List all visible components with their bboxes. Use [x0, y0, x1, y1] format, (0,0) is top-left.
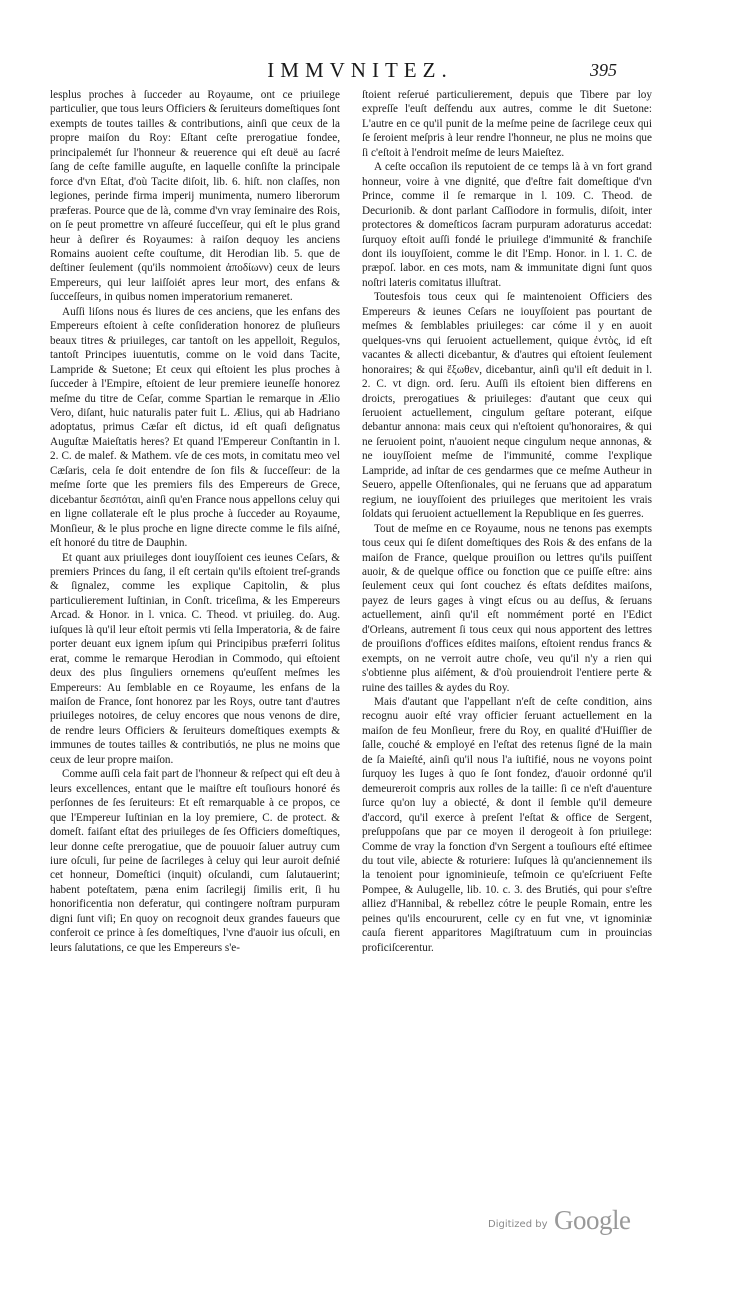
- paragraph: Toutesfois tous ceux qui ſe maintenoient Officiers des Empereurs & ieunes Ceſars ne iouyſſoient pas pourtant de meſmes & ſemblables priuileges: car cóme il y en auoit quelques-vns qui ſeruoient actuellement, quique ἐντὸς, id eſt vacantes & allecti dicebantur, & d'autres qui eſtoient ſeulement honoraires; & qui ἔξωθεν, dicebantur, ainſi qu'il eſt deduit in l. 2. C. vt dign. ord. ſeru. Auſſi ils eſtoient bien differens en droicts, prerogatiues & priuileges: d'autant que ceux qui ſeruoient actuellement, cingulum geſtare poterant, eiſque debantur annona: mais ceux qui n'eſtoient qu'honoraires, & qui ne ſeruoient point, n'auoient neque cingulum neque annonas, & ne iouyſſoient meſme de l'immunité, comme l'explique Lampride, ad inſtar de ces gendarmes que ce meſme Autheur in Seuero, appelle Oſtenſionales, qui ne ſeruans que ad apparatum regium, ne iouyſſoient des priuileges que meritoient les vrais ſoldats qui ſeruoient actuellement la Republique en ſes guerres.: [362, 291, 652, 521]
- paragraph: Mais d'autant que l'appellant n'eſt de ceſte condition, ains recognu auoir eſté vray officier ſeruant actuellement en la maiſon de feu Monſieur, frere du Roy, en qualité d'Huiſſier de ſalle, couché & employé en l'eſtat des retenus ſigné de la main de ſa Maieſté, ainſi qu'il nous l'a iuſtifié, nous ne voyons point ſurquoy les Iuges à quo ſe ſont fondez, d'auoir ordonné qu'il demeureroit compris aux rolles de la taille: ſi ce n'eſt d'auenture ſurce qu'on luy a obiecté, & dont il ſemble qu'il demeure d'accord, qu'il exerce à preſent l'eſtat & office de Sergent, preſuppoſans que par ce moyen il derogeoit à ſon priuilege: Comme de vray la fonction d'vn Sergent a touſiours eſté eſtimee du tout vile, abiecte & roturiere: Iuſques là qu'anciennement ils la tenoient pour ignominieuſe, teſmoin ce qu'eſcriuent Feſte Pompee, & Aulugelle, lib. 10. c. 3. des Brutiés, qui pour s'eſtre alliez d'Hannibal, & rebellez cótre le peuple Romain, entre les peines qu'ils encoururent, celle cy en fut vne, vt ignominiæ cauſa fierent apparitores Magiſtratuum cum in prouincias proficiſcerentur.: [362, 696, 652, 954]
- right-column: [362, 88, 652, 1208]
- paragraph: Et quant aux priuileges dont iouyſſoient ces ieunes Ceſars, & premiers Princes du ſang, il eſt certain qu'ils eſtoient treſ-grands & ſignalez, comme les explique Capitolin, & plus particulierement Iuſtinian, in Conſt. triceſima, & les Empereurs Arcad. & Honor. in l. vnica. C. Theod. vt priuileg. do. Aug. iuſques là qu'il leur eſtoit permis vti ſella Imperatoria, & de faire porter deuant eux ignem ipſum qui Principibus præferri ſolitus erat, comme le remarque Herodian in Commodo, qui eſtoient deux des plus ſinguliers ornemens qu'euſſent meſmes les Empereurs: Au ſemblable en ce Royaume, les enfans de la maiſon de France, ſont honorez par les Roys, outre tant d'autres priuileges notoires, de celuy encores que nous venons de dire, de rendre leurs Officiers & ſeruiteurs domeſtiques exempts & immunes de toutes tailles & contributiós, ne plus ne moins que ceux de leur propre maiſon.: [50, 551, 340, 766]
- left-column: [50, 88, 340, 1208]
- paragraph: A ceſte occaſion ils reputoient de ce temps là à vn fort grand honneur, voire à vne dignité, que d'eſtre fait domeſtique d'vn Prince, comme il ſe remarque in l. 109. C. Theod. de Decurionib. & dont parlant Caſſiodore in formulis, diſoit, inter protectores & domeſticos ſacram purpuram adoraturus accedat: ſurquoy eſtoit auſſi fondé le priuilege d'immunité & franchiſe dont ils iouyſſoient, comme le dit l'Emp. Honor. in l. 1. C. de præpoſ. labor. en ces mots, nam & immunitate digni ſunt quos noſtri lateris comitatus illuſtrat.: [362, 161, 652, 289]
- page-number: 395: [590, 60, 617, 80]
- digitization-watermark: [488, 1205, 688, 1245]
- digitized-by-text: Digitized by: [488, 1219, 548, 1230]
- running-title: IMMVNITEZ.: [267, 58, 453, 82]
- paragraph: Auſſi liſons nous és liures de ces anciens, que les enfans des Empereurs eſtoient à ceſte conſideration honorez de pluſieurs beaux titres & priuileges, car tantoſt on les appelloit, Regulos, tantoſt Principes iuuentutis, comme on le void dans Tacite, Lampride & Suetone; Et ceux qui eſtoient les plus proches à ſucceder à l'Empire, eſtoient de leur premiere ieuneſſe honorez meſme du titre de Ceſar, comme Spartian le remarque in Ælio Vero, diſant, huic naturalis pater fuit L. Ælius, qui ab Hadriano adoptatus, primus Cæſar eſt dictus, id eſt quaſi deſignatus Auguſtæ Maieſtatis heres? Et quand l'Empereur Conſtantin in l. 2. C. de malef. & Mathem. vſe de ces mots, in comitatu meo vel Cæſaris, cela ſe doit entendre de ſon fils & ſucceſſeur: de la meſme ſorte que les premiers fils des Empereurs de Grece, dicebantur δεσπόται, ainſi qu'en France nous appellons celuy qui en ligne collaterale eſt le plus proche à ſucceder au Royaume, Monſieur, & le plus proche en ligne directe comme le fils aiſné, eſt honoré du titre de Dauphin.: [50, 305, 340, 550]
- paragraph: Comme auſſi cela fait part de l'honneur & reſpect qui eſt deu à leurs excellences, entant que le maiſtre eſt touſiours honoré és perſonnes de ſes ſeruiteurs: Et eſt remarquable à ce propos, ce que l'Empereur Iuſtinian en la loy premiere, C. de protect. & domeſt. faiſant eſtat des priuileges de ſes Officiers domeſtiques, leur donne ceſte prerogatiue, que de pouuoir ſaluer autruy cum iure oſculi, ſur peine de ſacrileges à celuy qui leur auroit deſnié cet honneur, Domeſtici (inquit) oſculandi, cum ſalutauerint; habent poteſtatem, pæna enim ſacrilegij ſimilis erit, ſi hu honorificentia non deferatur, qui contingere noſtram purpuram digni ſunt viſi; En quoy on recognoit deux grandes faueurs que conferoit ce prince à ſes domeſtiques, l'vne d'auoir ius oſculi, en leurs ſalutations, ce que les Empereurs s'e-: [50, 768, 340, 954]
- paragraph: lesplus proches à ſucceder au Royaume, ont ce priuilege particulier, que tous leurs Officiers & ſeruiteurs domeſtiques ſont exempts de toutes tailles & contributions, ainſi que ceux de la propre maiſon du Roy: Eſtant ceſte prerogatiue fondee, principalemét ſur l'honneur & reuerence qui eſt deuë au ſacré ſang de ceſte famille auguſte, en laquelle conſiſte la principale force d'vn Eſtat, d'où Tacite diſoit, lib. 6. hiſt. non claſſes, non legiones, perinde firma imperij munimenta, numero liberorum præferas. Pource que de là, comme d'vn vray ſeminaire des Rois, on ſe peut promettre vn aſſeuré ſucceſſeur, qui eſt le plus grand heur à deſirer és Royaumes: à raiſon dequoy les anciens Romains auoient ceſte couſtume, dit Herodian lib. 5. que de deſtiner ſeulement (qu'ils nommoient ἀποδίωνν) ceux de leurs Empereurs, qui leur laiſſoiét apres leur mort, des enfans & ſucceſſeurs, in quibus nomen imperatorium remaneret.: [50, 89, 340, 304]
- paragraph: ſtoient reſerué particulierement, depuis que Tibere par loy expreſſe l'euſt deſfendu aux autres, comme le dit Suetone: L'autre en ce qu'il punit de la meſme peine de ſacrilege ceux qui ſe ſeroient meſpris à leur rendre l'honneur, ne plus ne moins que ſi c'eſtoit à l'endroit meſme de leurs Maieſtez.: [362, 89, 652, 159]
- google-logo: Google: [554, 1205, 631, 1235]
- paragraph: Tout de meſme en ce Royaume, nous ne tenons pas exempts tous ceux qui ſe diſent domeſtiques des Rois & des enfans de la maiſon de France, quelque prouiſion ou lettres qu'ils puiſſent auoir, & de quelque office ou fonction que ce puiſſe eſtre: ains ſeulement ceux qui ſont couchez és eſtats deſdites maiſons, payez de leurs gages à vingt eſcus ou au deſſus, & ſeruans actuellement, ainſi qu'il eſt nommément porté en l'Edict d'Orleans, autrement ſi tous ceux qui nous apportent des lettres de prouiſions d'offices eſdites maiſons, eſtoient rendus francs & exempts, on ne verroit autre choſe, veu qu'il n'y a rien qui s'obtienne plus aiſément, & d'où prouiendroit l'entiere perte & ruine des tailles & aydes du Roy.: [362, 522, 652, 694]
